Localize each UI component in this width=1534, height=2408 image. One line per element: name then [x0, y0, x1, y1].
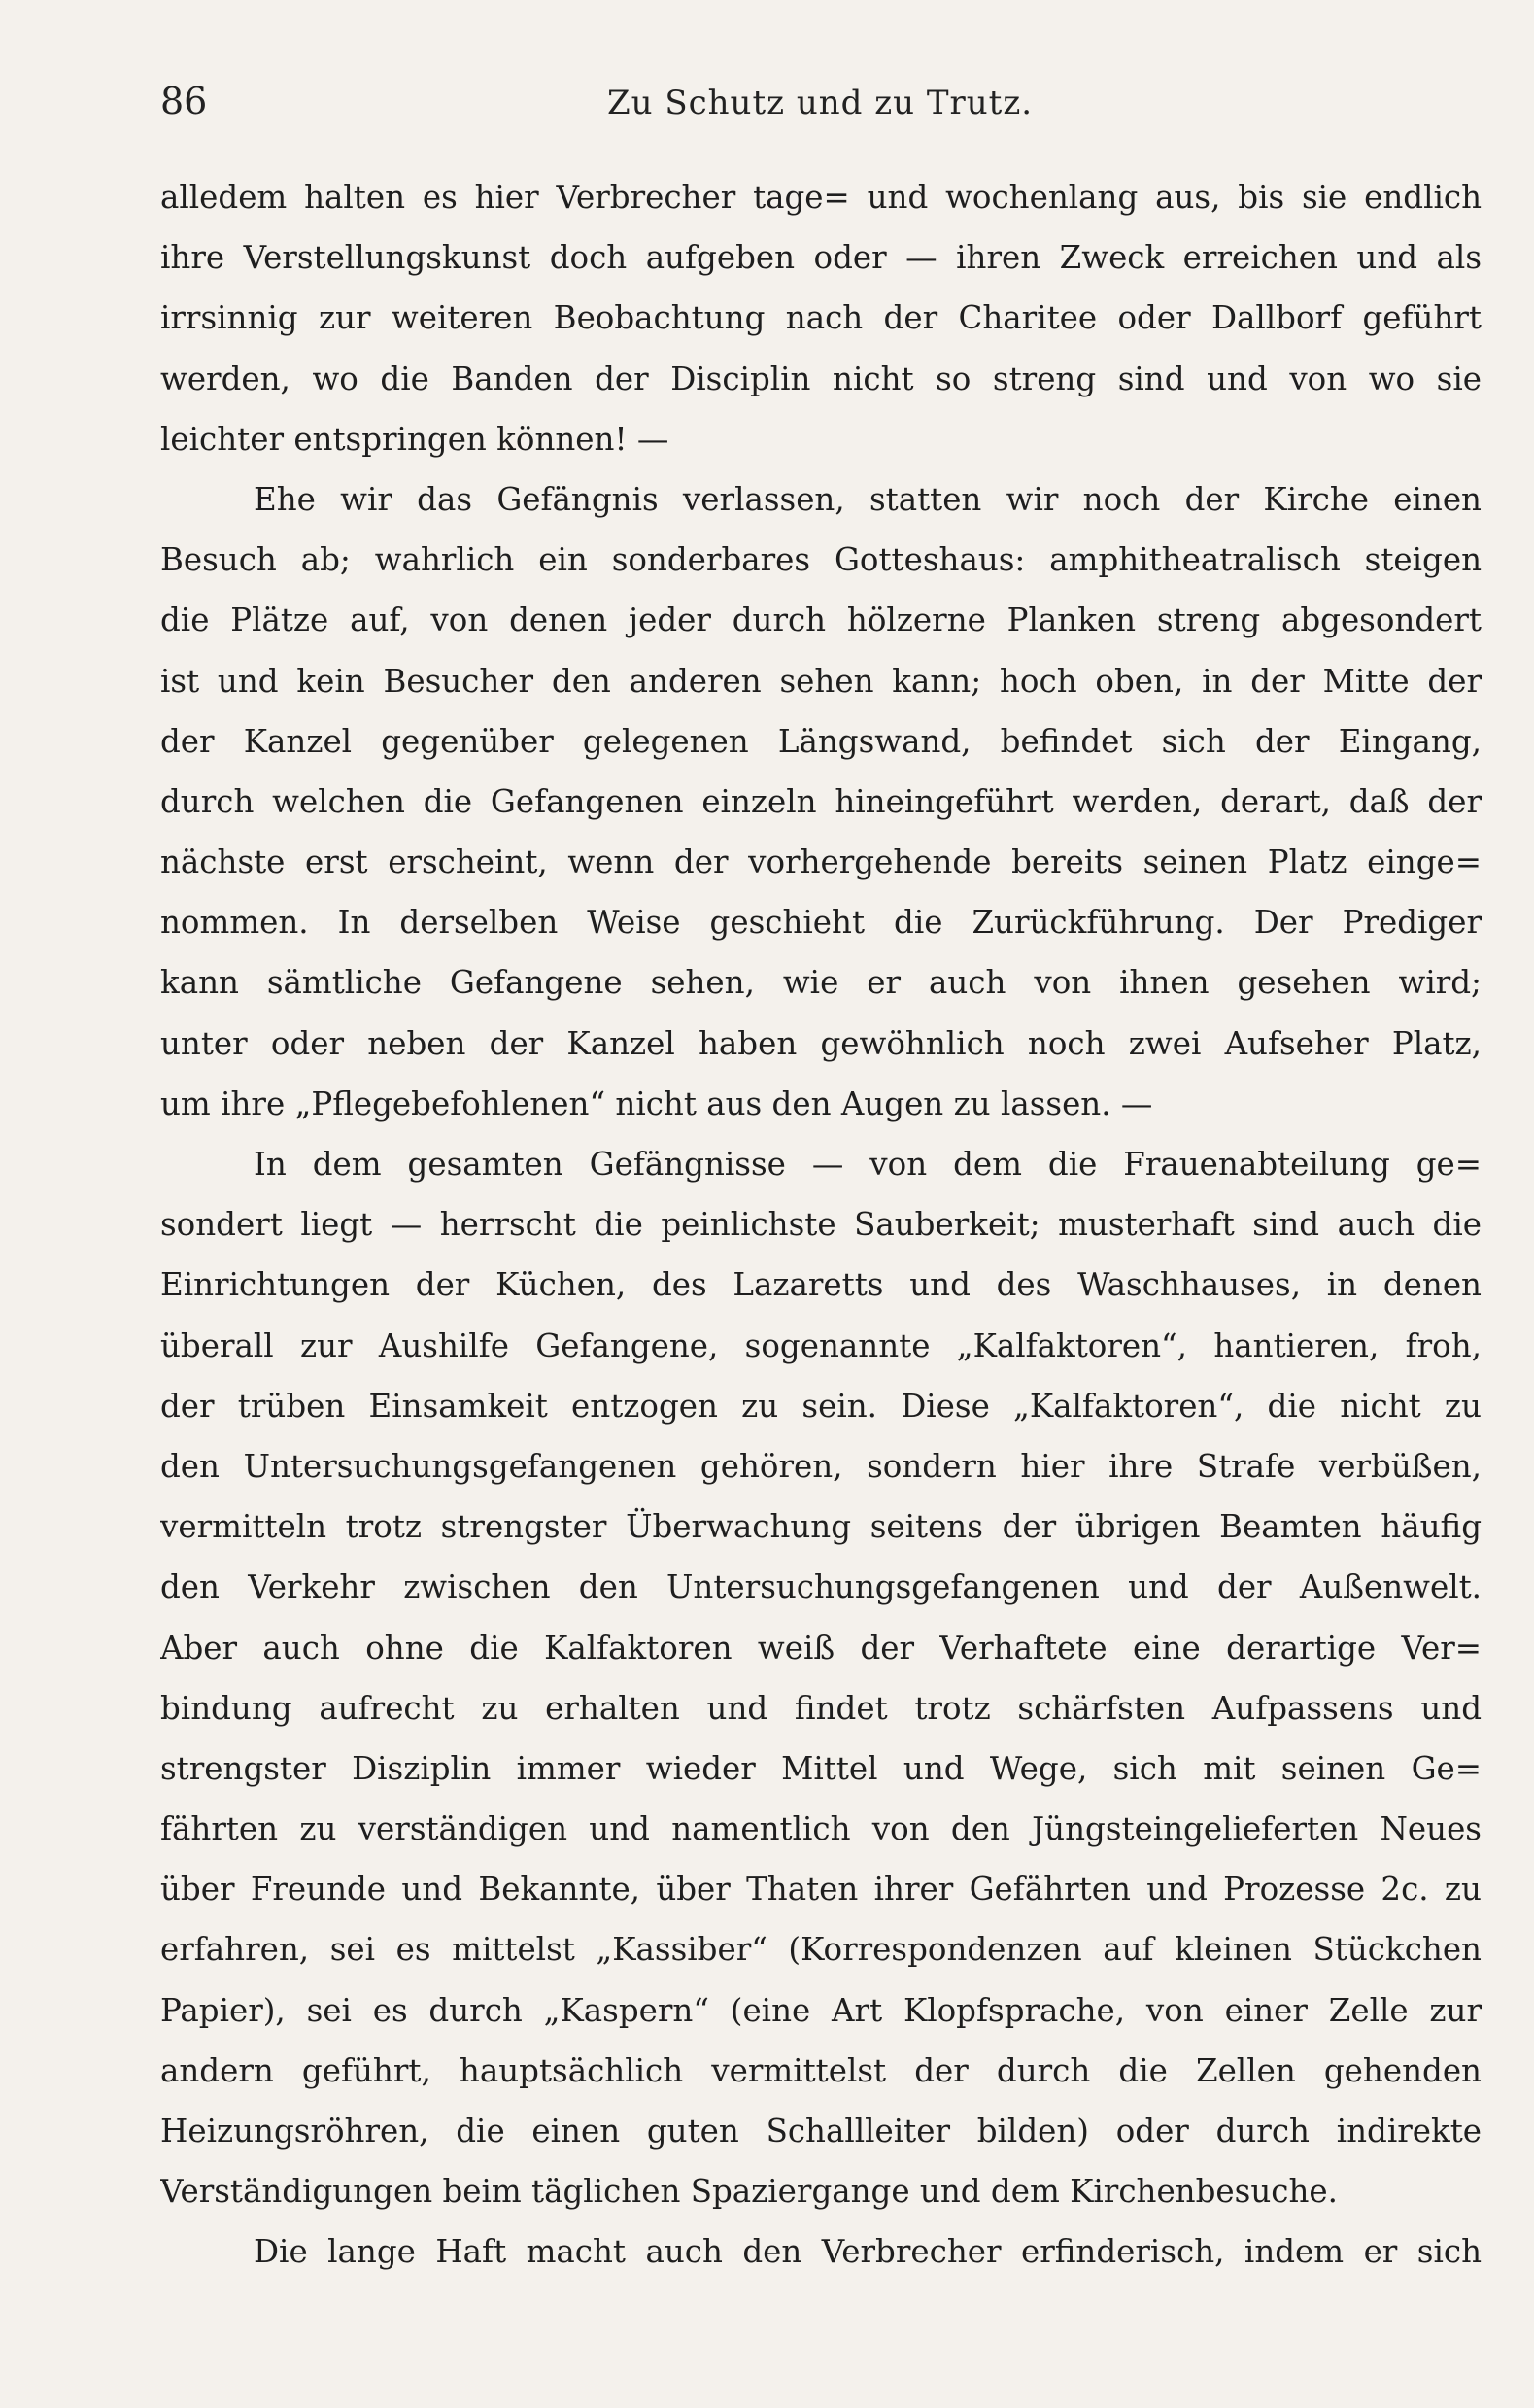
text-line: um ihre „Pflegebefohlenen“ nicht aus den Augen zu lassen. —	[160, 1084, 1153, 1122]
text-line: In dem gesamten Gefängnisse — von dem die Frauenabteilung ge=	[254, 1146, 1482, 1183]
text-line: Verständigungen beim täglichen Spaziergange und dem Kirchenbesuche.	[160, 2173, 1338, 2211]
text-line: nächste erst erscheint, wenn der vorhergehende bereits seinen Platz einge=	[160, 843, 1482, 881]
text-line: die Plätze auf, von denen jeder durch hölzerne Planken streng abgesondert	[160, 602, 1482, 639]
text-line: Papier), sei es durch „Kaspern“ (eine Art Klopfsprache, von einer Zelle zur	[160, 1991, 1482, 2029]
text-line: vermitteln trotz strengster Überwachung seitens der übrigen Beamten häufig	[160, 1508, 1482, 1546]
body-text	[160, 167, 1482, 2283]
running-title: Zu Schutz und zu Trutz.	[607, 84, 1034, 122]
text-line: ist und kein Besucher den anderen sehen kann; hoch oben, in der Mitte der	[160, 662, 1482, 700]
text-line: durch welchen die Gefangenen einzeln hineingeführt werden, derart, daß der	[160, 782, 1482, 820]
text-line: über Freunde und Bekannte, über Thaten ihrer Gefährten und Prozesse 2c. zu	[160, 1871, 1482, 1909]
text-line: strengster Disziplin immer wieder Mittel und Wege, sich mit seinen Ge=	[160, 1749, 1482, 1787]
text-line: fährten zu verständigen und namentlich von den Jüngsteingelieferten Neues	[160, 1810, 1482, 1848]
text-line: nommen. In derselben Weise geschieht die Zurückführung. Der Prediger	[160, 904, 1482, 942]
text-line: Heizungsröhren, die einen guten Schallleiter bilden) oder durch indirekte	[160, 2113, 1482, 2150]
text-line: überall zur Aushilfe Gefangene, sogenannte „Kalfaktoren“, hantieren, froh,	[160, 1326, 1482, 1364]
text-line: ihre Verstellungskunst doch aufgeben oder — ihren Zweck erreichen und als	[160, 239, 1482, 277]
text-line: Einrichtungen der Küchen, des Lazaretts und des Waschhauses, in denen	[160, 1266, 1482, 1304]
text-line: unter oder neben der Kanzel haben gewöhnlich noch zwei Aufseher Platz,	[160, 1024, 1482, 1062]
page-number: 86	[160, 80, 208, 122]
text-line: werden, wo die Banden der Disciplin nicht so streng sind und von wo sie	[160, 360, 1482, 397]
text-line: sondert liegt — herrscht die peinlichste Sauberkeit; musterhaft sind auch die	[160, 1206, 1482, 1244]
text-line: bindung aufrecht zu erhalten und findet trotz schärfsten Aufpassens und	[160, 1689, 1482, 1727]
text-line: Aber auch ohne die Kalfaktoren weiß der Verhaftete eine derartige Ver=	[160, 1629, 1482, 1667]
text-line: kann sämtliche Gefangene sehen, wie er auch von ihnen gesehen wird;	[160, 964, 1482, 1002]
text-line: Die lange Haft macht auch den Verbrecher erfinderisch, indem er sich	[254, 2233, 1482, 2271]
text-line: den Verkehr zwischen den Untersuchungsgefangenen und der Außenwelt.	[160, 1568, 1482, 1606]
text-line: der trüben Einsamkeit entzogen zu sein. Diese „Kalfaktoren“, die nicht zu	[160, 1387, 1482, 1425]
text-line: irrsinnig zur weiteren Beobachtung nach der Charitee oder Dallborf geführt	[160, 299, 1482, 337]
text-line: den Untersuchungsgefangenen gehören, sondern hier ihre Strafe verbüßen,	[160, 1447, 1482, 1485]
text-line: Besuch ab; wahrlich ein sonderbares Gotteshaus: amphitheatralisch steigen	[160, 541, 1482, 579]
text-line: andern geführt, hauptsächlich vermittelst der durch die Zellen gehenden	[160, 2051, 1482, 2089]
text-line: Ehe wir das Gefängnis verlassen, statten wir noch der Kirche einen	[254, 480, 1482, 518]
page-header	[160, 80, 1482, 138]
text-line: alledem halten es hier Verbrecher tage= und wochenlang aus, bis sie endlich	[160, 179, 1482, 216]
text-line: leichter entspringen können! —	[160, 420, 669, 458]
text-line: der Kanzel gegenüber gelegenen Längswand, befindet sich der Eingang,	[160, 722, 1482, 760]
text-line: erfahren, sei es mittelst „Kassiber“ (Korrespondenzen auf kleinen Stückchen	[160, 1931, 1482, 1969]
